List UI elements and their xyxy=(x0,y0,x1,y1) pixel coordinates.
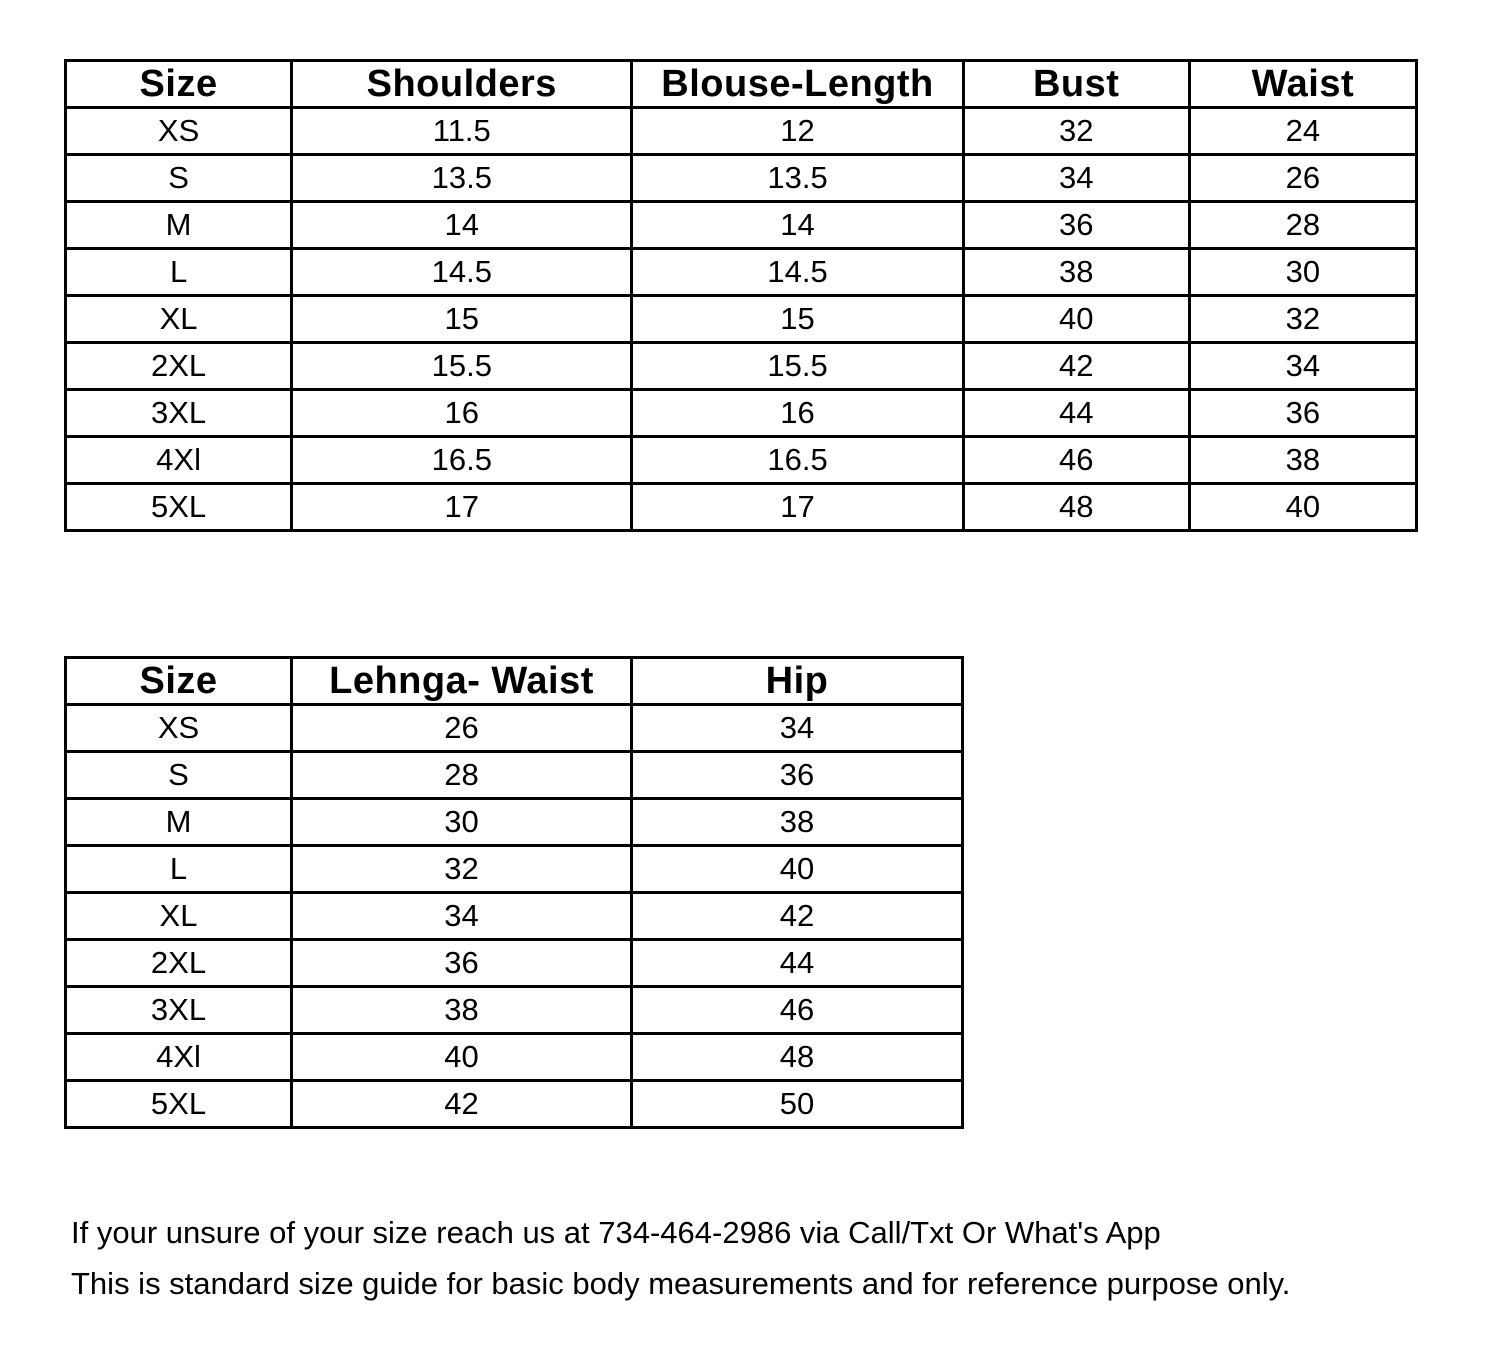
table-row xyxy=(66,343,1417,390)
cell-waist: 28 xyxy=(1189,202,1416,249)
table-header-row xyxy=(66,61,1417,108)
cell-lehenga-waist: 34 xyxy=(292,893,632,940)
cell-size: 4Xl xyxy=(66,437,292,484)
cell-lehenga-waist: 38 xyxy=(292,987,632,1034)
cell-blouse-length: 14 xyxy=(632,202,963,249)
cell-bust: 46 xyxy=(963,437,1189,484)
cell-size: M xyxy=(66,799,292,846)
cell-size: M xyxy=(66,202,292,249)
header-shoulders: Shoulders xyxy=(292,61,632,108)
table-row xyxy=(66,155,1417,202)
cell-size: 5XL xyxy=(66,1081,292,1128)
cell-lehenga-waist: 26 xyxy=(292,705,632,752)
cell-size: 4Xl xyxy=(66,1034,292,1081)
cell-lehenga-waist: 40 xyxy=(292,1034,632,1081)
table-row xyxy=(66,108,1417,155)
cell-blouse-length: 16 xyxy=(632,390,963,437)
cell-shoulders: 16.5 xyxy=(292,437,632,484)
table-row xyxy=(66,437,1417,484)
table-row xyxy=(66,1034,963,1081)
cell-lehenga-waist: 36 xyxy=(292,940,632,987)
cell-size: XL xyxy=(66,893,292,940)
cell-hip: 34 xyxy=(632,705,963,752)
cell-bust: 32 xyxy=(963,108,1189,155)
table-row xyxy=(66,390,1417,437)
cell-size: XS xyxy=(66,705,292,752)
cell-lehenga-waist: 42 xyxy=(292,1081,632,1128)
cell-blouse-length: 12 xyxy=(632,108,963,155)
cell-hip: 42 xyxy=(632,893,963,940)
table-row xyxy=(66,484,1417,531)
cell-bust: 34 xyxy=(963,155,1189,202)
cell-hip: 40 xyxy=(632,846,963,893)
cell-size: 2XL xyxy=(66,343,292,390)
cell-hip: 38 xyxy=(632,799,963,846)
cell-waist: 24 xyxy=(1189,108,1416,155)
lehenga-size-table xyxy=(64,656,964,1129)
cell-bust: 42 xyxy=(963,343,1189,390)
cell-size: XS xyxy=(66,108,292,155)
cell-size: S xyxy=(66,752,292,799)
cell-shoulders: 14 xyxy=(292,202,632,249)
cell-blouse-length: 17 xyxy=(632,484,963,531)
table-row xyxy=(66,752,963,799)
cell-waist: 26 xyxy=(1189,155,1416,202)
cell-size: S xyxy=(66,155,292,202)
table-row xyxy=(66,249,1417,296)
cell-bust: 44 xyxy=(963,390,1189,437)
cell-waist: 38 xyxy=(1189,437,1416,484)
cell-size: 3XL xyxy=(66,987,292,1034)
cell-waist: 36 xyxy=(1189,390,1416,437)
cell-size: L xyxy=(66,249,292,296)
header-blouse-length: Blouse-Length xyxy=(632,61,963,108)
disclaimer-note: This is standard size guide for basic body measurements and for reference purpose only. xyxy=(71,1266,1291,1301)
cell-size: L xyxy=(66,846,292,893)
cell-shoulders: 17 xyxy=(292,484,632,531)
cell-bust: 48 xyxy=(963,484,1189,531)
cell-hip: 50 xyxy=(632,1081,963,1128)
table-row xyxy=(66,705,963,752)
cell-blouse-length: 14.5 xyxy=(632,249,963,296)
cell-hip: 44 xyxy=(632,940,963,987)
table-row xyxy=(66,940,963,987)
cell-size: 2XL xyxy=(66,940,292,987)
table-row xyxy=(66,1081,963,1128)
cell-blouse-length: 13.5 xyxy=(632,155,963,202)
cell-shoulders: 16 xyxy=(292,390,632,437)
cell-blouse-length: 15.5 xyxy=(632,343,963,390)
header-size: Size xyxy=(66,61,292,108)
cell-lehenga-waist: 30 xyxy=(292,799,632,846)
table-row xyxy=(66,296,1417,343)
cell-size: XL xyxy=(66,296,292,343)
cell-lehenga-waist: 32 xyxy=(292,846,632,893)
cell-blouse-length: 15 xyxy=(632,296,963,343)
table-row xyxy=(66,893,963,940)
cell-bust: 38 xyxy=(963,249,1189,296)
cell-size: 5XL xyxy=(66,484,292,531)
header-hip: Hip xyxy=(632,658,963,705)
header-size: Size xyxy=(66,658,292,705)
cell-hip: 48 xyxy=(632,1034,963,1081)
cell-bust: 40 xyxy=(963,296,1189,343)
table-header-row xyxy=(66,658,963,705)
header-bust: Bust xyxy=(963,61,1189,108)
table-row xyxy=(66,202,1417,249)
cell-shoulders: 13.5 xyxy=(292,155,632,202)
table-row xyxy=(66,799,963,846)
cell-waist: 40 xyxy=(1189,484,1416,531)
cell-size: 3XL xyxy=(66,390,292,437)
blouse-size-table xyxy=(64,59,1418,532)
cell-waist: 30 xyxy=(1189,249,1416,296)
header-waist: Waist xyxy=(1189,61,1416,108)
cell-hip: 46 xyxy=(632,987,963,1034)
table-row xyxy=(66,846,963,893)
table-row xyxy=(66,987,963,1034)
cell-waist: 34 xyxy=(1189,343,1416,390)
cell-lehenga-waist: 28 xyxy=(292,752,632,799)
header-lehenga-waist: Lehnga- Waist xyxy=(292,658,632,705)
cell-hip: 36 xyxy=(632,752,963,799)
cell-bust: 36 xyxy=(963,202,1189,249)
contact-note: If your unsure of your size reach us at 734-464-2986 via Call/Txt Or What's App xyxy=(71,1215,1161,1250)
cell-shoulders: 15.5 xyxy=(292,343,632,390)
cell-shoulders: 14.5 xyxy=(292,249,632,296)
cell-shoulders: 11.5 xyxy=(292,108,632,155)
cell-shoulders: 15 xyxy=(292,296,632,343)
cell-waist: 32 xyxy=(1189,296,1416,343)
cell-blouse-length: 16.5 xyxy=(632,437,963,484)
